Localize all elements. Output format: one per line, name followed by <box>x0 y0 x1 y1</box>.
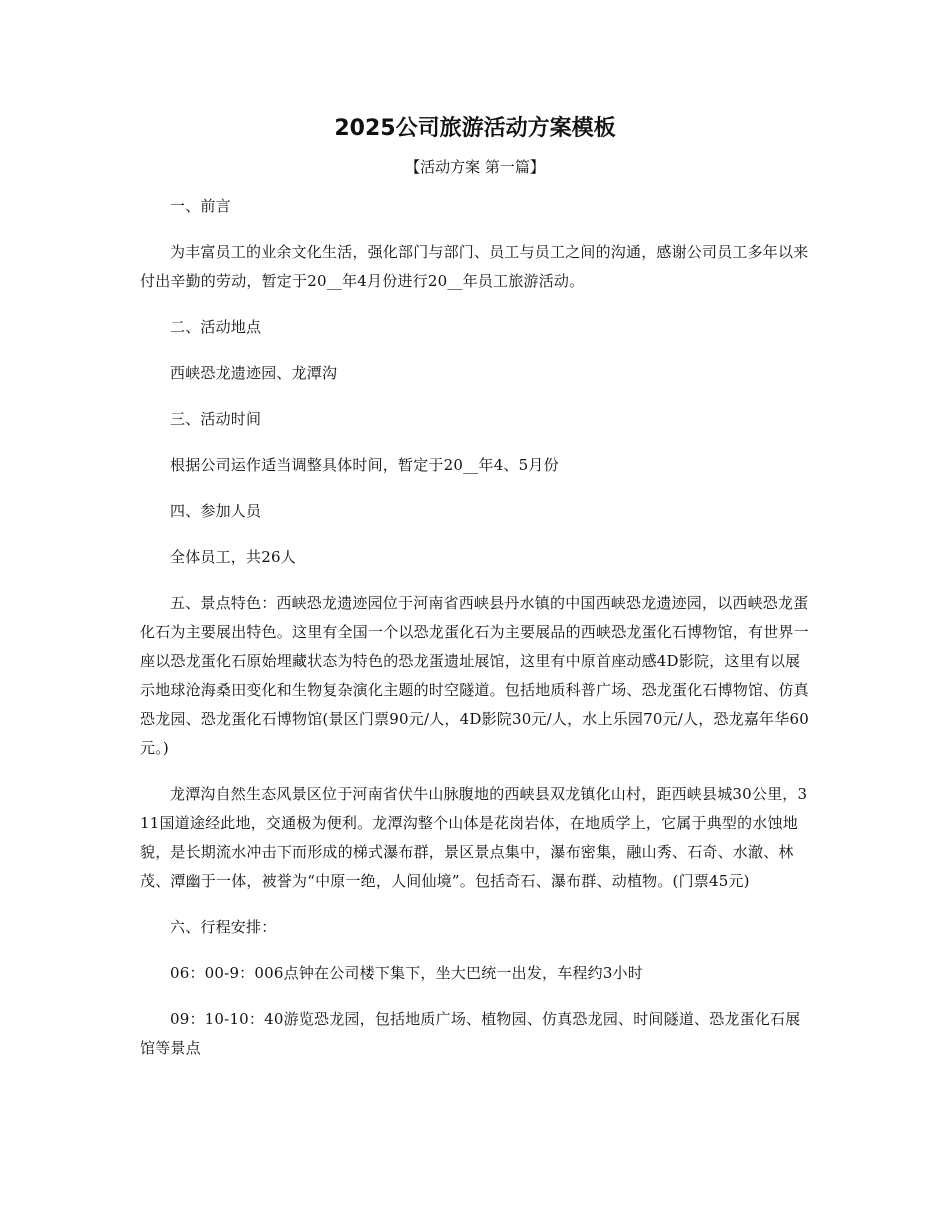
document-content <box>140 112 810 1063</box>
section-heading-location: 二、活动地点 <box>170 318 262 336</box>
paragraph-scenic-features: 五、景点特色：西峡恐龙遗迹园位于河南省西峡县丹水镇的中国西峡恐龙遗迹园，以西峡恐龙蛋化石为主要展出特色。这里有全国一个以恐龙蛋化石为主要展品的西峡恐龙蛋化石博物馆，有世界一座以恐龙蛋化石原始埋藏状态为特色的恐龙蛋遗址展馆，这里有中原首座动感4D影院，这里有以展示地球沧海桑田变化和生物复杂演化主题的时空隧道。包括地质科普广场、恐龙蛋化石博物馆、仿真恐龙园、恐龙蛋化石博物馆(景区门票90元/人，4D影院30元/人，水上乐园70元/人，恐龙嘉年华60元。) <box>140 594 809 757</box>
document-title: 2025公司旅游活动方案模板 <box>334 116 616 141</box>
itinerary-item: 09：10-10：40游览恐龙园，包括地质广场、植物园、仿真恐龙园、时间隧道、恐龙蛋化石展馆等景点 <box>140 1010 801 1057</box>
section-heading-preface: 一、前言 <box>170 197 231 215</box>
paragraph-time: 根据公司运作适当调整具体时间，暂定于20__年4、5月份 <box>170 456 559 474</box>
paragraph-preface: 为丰富员工的业余文化生活，强化部门与部门、员工与员工之间的沟通，感谢公司员工多年以来付出辛勤的劳动，暂定于20__年4月份进行20__年员工旅游活动。 <box>140 243 809 290</box>
document-subtitle: 【活动方案 第一篇】 <box>405 158 545 176</box>
section-heading-time: 三、活动时间 <box>170 410 262 428</box>
section-heading-itinerary: 六、行程安排： <box>170 918 277 936</box>
paragraph-participants: 全体员工，共26人 <box>170 548 296 566</box>
paragraph-longtan-gorge: 龙潭沟自然生态风景区位于河南省伏牛山脉腹地的西峡县双龙镇化山村，距西峡县城30公里，311国道途经此地，交通极为便利。龙潭沟整个山体是花岗岩体，在地质学上，它属于典型的水蚀地貌，是长期流水冲击下而形成的梯式瀑布群，景区景点集中，瀑布密集，融山秀、石奇、水澈、林茂、潭幽于一体，被誉为“中原一绝，人间仙境”。包括奇石、瀑布群、动植物。(门票45元) <box>140 785 808 890</box>
paragraph-location: 西峡恐龙遗迹园、龙潭沟 <box>170 364 338 382</box>
itinerary-item: 06：00-9：006点钟在公司楼下集下，坐大巴统一出发，车程约3小时 <box>170 964 643 982</box>
section-heading-participants: 四、参加人员 <box>170 502 262 520</box>
